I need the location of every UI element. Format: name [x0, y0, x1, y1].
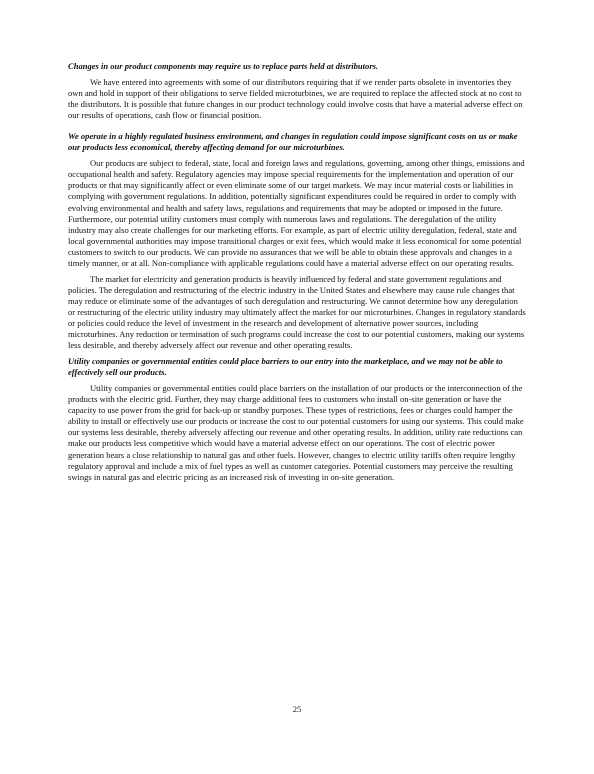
body-paragraph: We have entered into agreements with some of our distributors requiring that if we render parts obsolete in inventories they own and hold in support of their obligations to serve fielded microturbines, we are required to replace the affected stock at no cost to the distributors. It is possible that future changes in our product technology could involve costs that have a material adverse effect on our results of operations, cash flow or financial position. — [68, 77, 523, 121]
section-regulation — [68, 131, 526, 351]
body-paragraph: Our products are subject to federal, state, local and foreign laws and regulations, governing, among other things, emissions and occupational health and safety. Regulatory agencies may impose special requirements for the implementation and operation of our products or that may significantly affect or even eliminate some of our target markets. We may incur material costs or liabilities in complying with government regulations. In addition, potentially significant expenditures could be required in order to comply with evolving environmental and health and safety laws, regulations and requirements that may be adopted or imposed in the future. Furthermore, our potential utility customers must comply with numerous laws and regulations. The deregulation of the utility industry may also create challenges for our marketing efforts. For example, as part of electric utility deregulation, federal, state and local governmental authorities may impose transitional charges or exit fees, which would make it less economical for some potential customers to switch to our products. We can provide no assurances that we will be able to obtain these approvals and changes in a timely manner, or at all. Non-compliance with applicable regulations could have a material adverse effect on our operating results. — [68, 158, 525, 268]
section-heading: Utility companies or governmental entities could place barriers to our entry into the marketplace, and we may not be able to effectively sell our products. — [68, 356, 503, 378]
body-paragraph: Utility companies or governmental entities could place barriers on the installation of our products or the interconnection of the products with the electric grid. Further, they may charge additional fees to customers who install on-site generation or have the capacity to use power from the grid for back-up or standby purposes. These types of restrictions, fees or charges could hamper the ability to install or effectively use our products or increase the cost to our potential customers for using our systems. This could make our systems less desirable, thereby adversely affecting our revenue and other operating results. In addition, utility rate reductions can make our products less competitive which would have a material adverse effect on our operations. The cost of electric power generation bears a close relationship to natural gas and other fuels. However, changes to electric utility tariffs often require lengthy regulatory approval and include a mix of fuel types as well as customer categories. Potential customers may perceive the resulting swings in natural gas and electric pricing as an increased risk of investing in on-site generation. — [68, 383, 524, 482]
section-distributor-parts — [68, 61, 526, 121]
body-paragraph: The market for electricity and generation products is heavily influenced by federal and state government regulations and policies. The deregulation and restructuring of the electric industry in the United States and elsewhere may cause rule changes that may reduce or eliminate some of the advantages of such deregulation and restructuring. We cannot determine how any deregulation or restructuring of the electric utility industry may ultimately affect the market for our microturbines. Changes in regulatory standards or policies could reduce the level of investment in the research and development of alternative power sources, including microturbines. Any reduction or termination of such programs could increase the cost to our potential customers, making our systems less desirable, and thereby adversely affect our revenue and other operating results. — [68, 273, 526, 351]
document-page — [68, 61, 526, 488]
section-utility-barriers — [68, 356, 526, 483]
page-number: 25 — [292, 704, 302, 714]
section-heading: Changes in our product components may require us to replace parts held at distributors. — [68, 61, 379, 71]
section-heading: We operate in a highly regulated business environment, and changes in regulation could impose significant costs on us or make our products less economical, thereby affecting demand for our microturbines. — [68, 131, 518, 153]
